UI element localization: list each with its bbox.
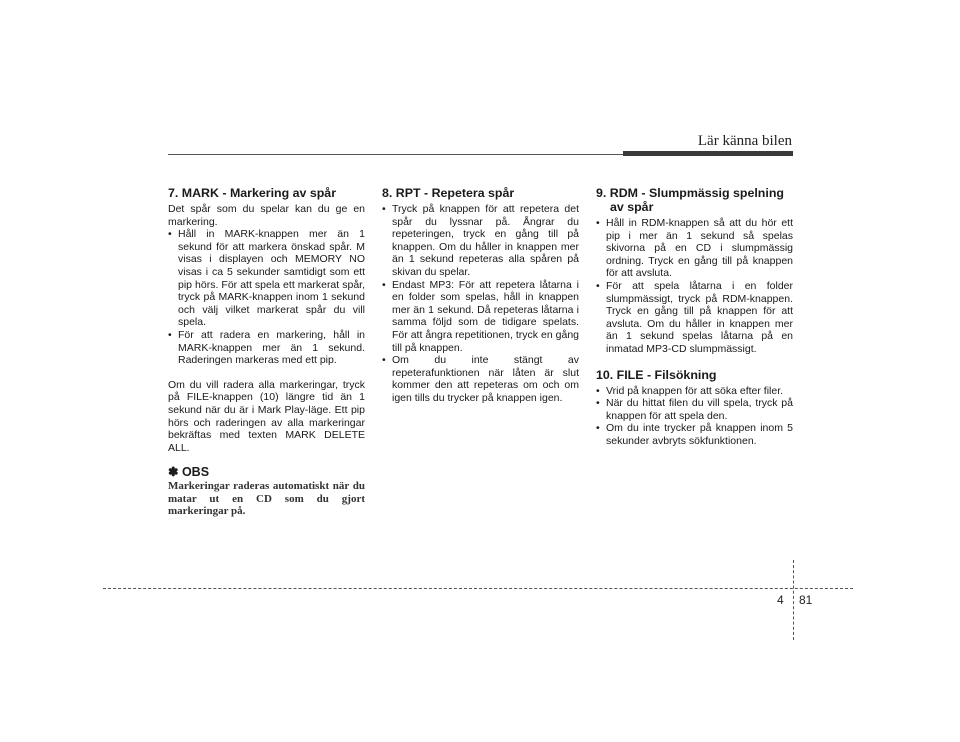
footer-divider: [793, 560, 794, 640]
list-item: • Om du inte trycker på knappen inom 5 sekunder avbryts sökfunktionen.: [596, 422, 793, 447]
obs-title: ✽ OBS: [168, 465, 210, 480]
list-item: • Vrid på knappen för att söka efter filer.: [596, 385, 793, 398]
column-2: [382, 186, 579, 405]
list-item: • För att spela låtarna i en folder slumpmässigt, tryck på RDM-knappen. Tryck en gång till på knappen för att avsluta. Om du håller in knappen mer än 1 sekund spelas låtarna på en inmatad MP3-CD slumpmässigt.: [596, 280, 793, 356]
list-item: • Håll in MARK-knappen mer än 1 sekund för att markera önskad spår. M visas i displayen och MEMORY NO visas i ca 5 sekunder samtidigt som ett pip hörs. För att spela ett markerat spår, tryck på MARK-knappen inom 1 sekund och välj vilket markerat spår du vill spela.: [168, 228, 365, 329]
rpt-heading: 8. RPT - Repetera spår: [382, 186, 515, 200]
column-1: [168, 186, 365, 518]
header-rule: [168, 154, 623, 155]
chapter-number: 4: [777, 593, 784, 607]
list-item: • Håll in RDM-knappen så att du hör ett pip i mer än 1 sekund så spelas skivorna på en CD i slumpmässig ordning. Tryck en gång till på knappen för att avsluta.: [596, 217, 793, 280]
rdm-heading: [596, 186, 793, 214]
rpt-bullets: [382, 203, 579, 405]
footer-rule: [103, 588, 853, 589]
obs-body: Markeringar raderas automatiskt när du matar ut en CD som du gjort markeringar på.: [168, 479, 365, 518]
column-3: [596, 186, 793, 448]
rdm-heading-line1: 9. RDM - Slumpmässig spelning: [596, 186, 784, 200]
list-item: • Om du inte stängt av repeterafunktionen när låten är slut kommer den att repeteras om och om igen tills du trycker på knappen igen.: [382, 354, 579, 404]
rdm-heading-line2: av spår: [610, 200, 654, 214]
mark-heading: 7. MARK - Markering av spår: [168, 186, 337, 200]
list-item: • Tryck på knappen för att repetera det spår du lyssnar på. Ångrar du repeteringen, tryck en gång till på knappen. Om du håller in knappen mer än 1 sekund repeteras alla spåren på skivan du spelar.: [382, 203, 579, 279]
file-heading: 10. FILE - Filsökning: [596, 367, 717, 382]
mark-intro: Det spår som du spelar kan du ge en markering.: [168, 203, 365, 228]
page-number: 81: [799, 593, 813, 607]
file-bullets: [596, 385, 793, 448]
list-item: • För att radera en markering, håll in MARK-knappen mer än 1 sekund. Raderingen markeras med ett pip.: [168, 329, 365, 367]
mark-bullets: [168, 228, 365, 367]
rdm-bullets: [596, 217, 793, 356]
mark-delete-paragraph: Om du vill radera alla markeringar, tryck på FILE-knappen (10) längre tid än 1 sekund när du är i Mark Play-läge. Ett pip hörs och raderingen av alla markeringar bekräftas med texten MARK DELETE ALL.: [168, 378, 365, 454]
section-title: Lär känna bilen: [697, 133, 792, 149]
list-item: • Endast MP3: För att repetera låtarna i en folder som spelas, håll in knappen mer än 1 sekund. Då repeteras låtarna i samma följd som de tidigare spelats. För att ångra repetitionen, tryck en gång till på knappen.: [382, 279, 579, 355]
list-item: • När du hittat filen du vill spela, tryck på knappen för att spela den.: [596, 397, 793, 422]
header-rule-accent: [623, 151, 793, 156]
